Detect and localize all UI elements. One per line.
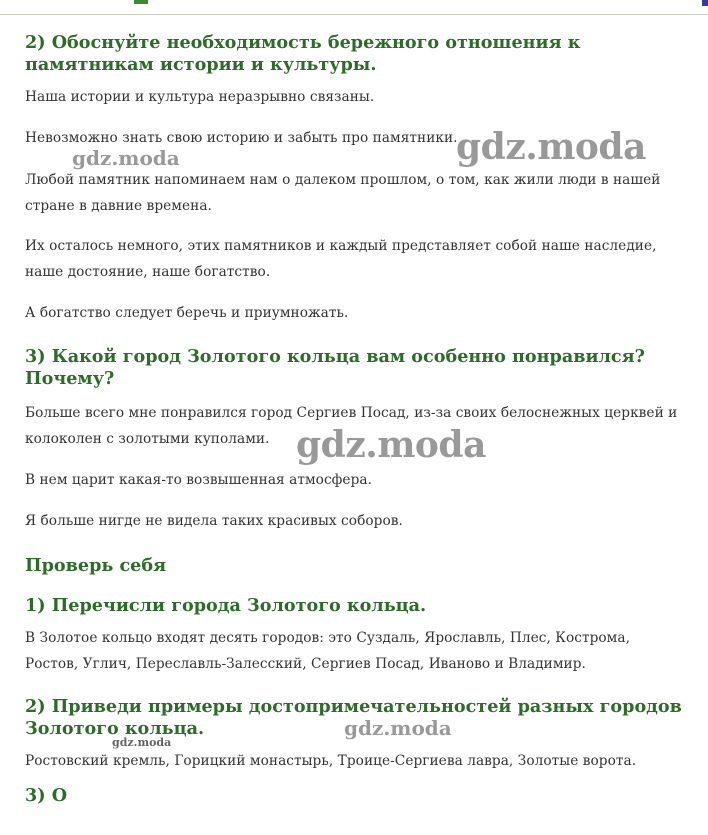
next-question-cutoff: 3) О bbox=[25, 785, 68, 806]
watermark: gdz.moda bbox=[112, 736, 172, 749]
q3-paragraph-3: Я больше нигде не видела таких красивых соборов. bbox=[25, 513, 403, 529]
check-1-answer: В Золотое кольцо входят десять городов: это Суздаль, Ярославль, Плес, Кострома, Ростов, Углич, Переславль-Залесский, Сергиев Посад, Иваново и Владимир. bbox=[25, 630, 630, 672]
check-yourself-heading: Проверь себя bbox=[25, 555, 167, 576]
watermark: gdz.moda bbox=[344, 716, 452, 740]
check-1-title: 1) Перечисли города Золотого кольца. bbox=[25, 595, 427, 616]
q2-paragraph-2: Невозможно знать свою историю и забыть про памятники. bbox=[25, 130, 458, 146]
question-3-title: 3) Какой город Золотого кольца вам особенно понравился? Почему? bbox=[25, 346, 645, 389]
scroll-edge-icon bbox=[702, 0, 708, 6]
question-2-title: 2) Обоснуйте необходимость бережного отношения к памятникам истории и культуры. bbox=[25, 32, 581, 75]
check-2-title: 2) Приведи примеры достопримечательностей разных городов Золотого кольца. bbox=[25, 696, 682, 739]
watermark: gdz.moda bbox=[296, 424, 486, 466]
q2-paragraph-1: Наша истории и культура неразрывно связаны. bbox=[25, 89, 375, 105]
watermark: gdz.moda bbox=[456, 126, 646, 168]
q2-paragraph-4: Их осталось немного, этих памятников и каждый представляет собой наше наследие, наше достояние, наше богатство. bbox=[25, 238, 657, 280]
check-2-answer: Ростовский кремль, Горицкий монастырь, Троице-Сергиева лавра, Золотые ворота. bbox=[25, 753, 637, 769]
q2-paragraph-5: А богатство следует беречь и приумножать. bbox=[25, 305, 349, 321]
q3-paragraph-1: Больше всего мне понравился город Сергиев Посад, из-за своих белоснежных церквей и колоколен с золотыми куполами. bbox=[25, 405, 678, 447]
top-strip bbox=[0, 0, 708, 15]
q3-paragraph-2: В нем царит какая-то возвышенная атмосфера. bbox=[25, 472, 373, 488]
watermark: gdz.moda bbox=[72, 146, 180, 170]
green-tab-icon bbox=[134, 0, 148, 4]
q2-paragraph-3: Любой памятник напоминаем нам о далеком прошлом, о том, как жили люди в нашей стране в давние времена. bbox=[25, 172, 661, 214]
